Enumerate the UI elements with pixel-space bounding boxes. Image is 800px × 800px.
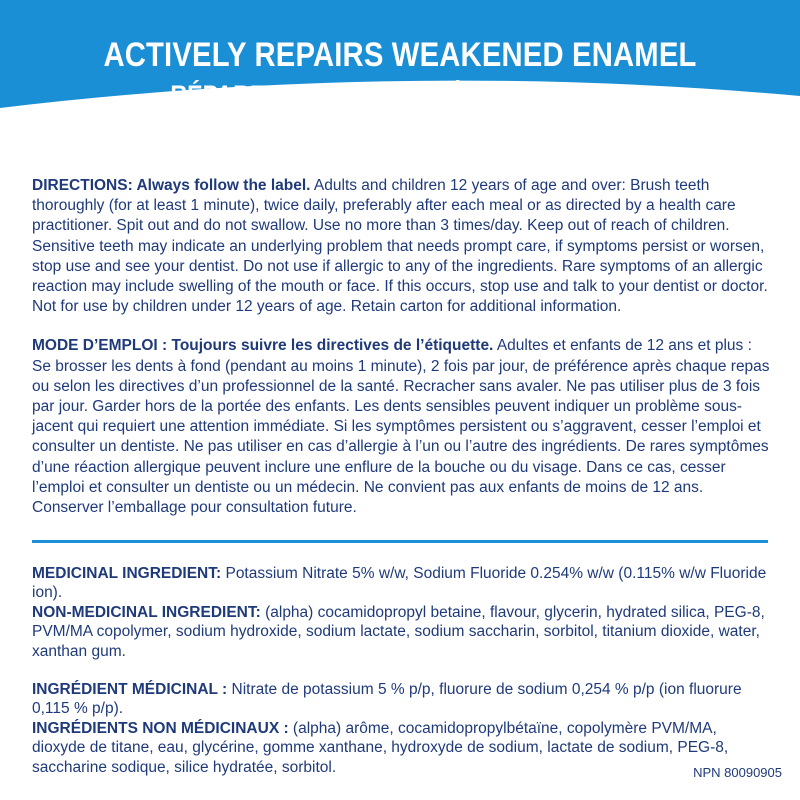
section-divider — [32, 540, 768, 543]
medicinal-ingredient-english-label: MEDICINAL INGREDIENT: — [32, 565, 222, 582]
nonmedicinal-ingredient-french-label: INGRÉDIENTS NON MÉDICINAUX : — [32, 719, 289, 737]
headline-english: ACTIVELY REPAIRS WEAKENED ENAMEL — [103, 36, 697, 74]
nonmedicinal-ingredient-english-text: (alpha) cocamidopropyl betaine, flavour, glycerin, hydrated silica, PEG-8, PVM/MA copolymer, sodium hydroxide, sodium lactate, sodium saccharin, sorbitol, titanium dioxide, water, xanthan gum. — [32, 603, 765, 660]
directions-english-text: Adults and children 12 years of age and over: Brush teeth thoroughly (for at least 1 minute), twice daily, preferably after each meal or as directed by a health care practitioner. Spit out and do not swallow. Use no more than 3 times/day. Keep out of reach of children. Sensitive teeth may indicate an underlying problem that needs prompt care, if symptoms persist or worsen, stop use and see your dentist. Do not use if allergic to any of the ingredients. Rare symptoms of an allergic reaction may include swelling of the mouth or face. If this occurs, stop use and talk to your dentist or doctor. Not for use by children under 12 years of age. Retain carton for additional information. — [32, 177, 768, 316]
directions-section — [32, 176, 772, 537]
headline-french: RÉPARE ACTIVEMENT L’ÉMAIL AFFAIBLI — [170, 80, 630, 110]
medicinal-ingredient-french-label: INGRÉDIENT MÉDICINAL : — [32, 681, 228, 699]
directions-french-label: MODE D’EMPLOI : Toujours suivre les directives de l’étiquette. — [32, 337, 494, 355]
directions-french — [32, 336, 772, 518]
directions-french-text: Adultes et enfants de 12 ans et plus : Se brosser les dents à fond (pendant au moins 1 minute), 2 fois par jour, de préférence après chaque repas ou selon les directives d’un professionnel de la santé. Recracher sans avaler. Ne pas utiliser plus de 3 fois par jour. Garder hors de la portée des enfants. Les dents sensibles peuvent indiquer un problème sous-jacent qui requiert une attention immédiate. Si les symptômes persistent ou s’aggravent, cesser l’emploi et consulter un dentiste. Ne pas utiliser en cas d’allergie à l’un ou l’autre des ingrédients. De rares symptômes d’une réaction allergique peuvent inclure une enflure de la bouche ou du visage. Dans ce cas, cesser l’emploi et consulter un dentiste ou un médecin. Ne convient pas aux enfants de moins de 12 ans. Conserver l’emballage pour consultation future. — [32, 337, 770, 517]
ingredients-french — [32, 680, 772, 777]
medicinal-ingredient-english-text: Potassium Nitrate 5% w/w, Sodium Fluoride 0.254% w/w (0.115% w/w Fluoride ion). — [32, 565, 767, 602]
npn-number: NPN 80090905 — [693, 765, 782, 780]
medicinal-ingredient-english — [32, 564, 772, 603]
medicinal-ingredient-french — [32, 680, 772, 719]
directions-english — [32, 176, 772, 317]
ingredients-section — [32, 564, 772, 796]
nonmedicinal-ingredient-english-label: NON-MEDICINAL INGREDIENT: — [32, 603, 261, 621]
medicinal-ingredient-french-text: Nitrate de potassium 5 % p/p, fluorure de sodium 0,254 % p/p (ion fluorure 0,115 % p/p). — [32, 681, 742, 718]
directions-english-label: DIRECTIONS: Always follow the label. — [32, 177, 311, 194]
nonmedicinal-ingredient-english — [32, 603, 772, 661]
ingredients-english — [32, 564, 772, 661]
header-banner — [0, 0, 800, 140]
nonmedicinal-ingredient-french — [32, 719, 772, 777]
nonmedicinal-ingredient-french-text: (alpha) arôme, cocamidopropylbétaïne, copolymère PVM/MA, dioxyde de titane, eau, glycérine, gomme xanthane, hydroxyde de sodium, lactate de sodium, PEG-8, saccharine sodique, silice hydratée, sorbitol. — [32, 719, 729, 776]
